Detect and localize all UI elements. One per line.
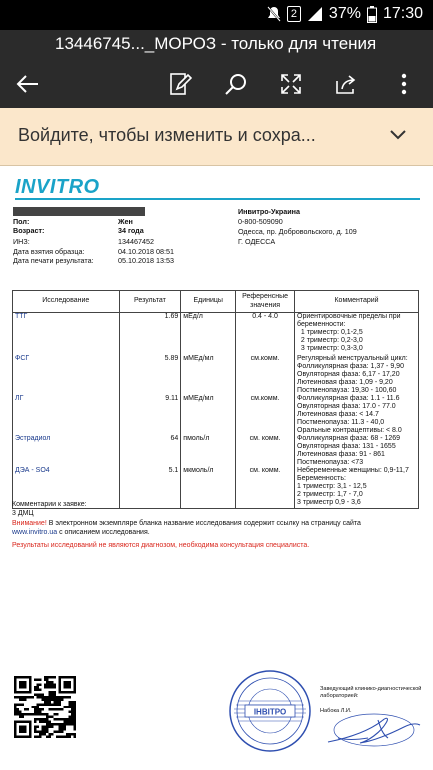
comment-value: Регулярный менструальный цикл: Фолликулярная фаза: 1,37 - 9,90 Овуляторная фаза: 6,17 - 17,20 Лютеиновая фаза: 1,09 - 9,20 Постменопауза: 19,30 - 100,60	[295, 355, 419, 395]
patient-name-redacted	[13, 207, 145, 216]
inz-label: ИНЗ:	[13, 237, 30, 246]
sex-value: Жен	[118, 217, 133, 226]
back-arrow-icon[interactable]	[12, 68, 44, 100]
order-comments	[12, 501, 87, 518]
chevron-down-icon[interactable]	[389, 128, 407, 146]
signal-icon	[307, 6, 323, 22]
header-units: Единицы	[181, 291, 236, 313]
warning-label: Внимание!	[12, 520, 47, 527]
reference-value: см.комм.	[236, 355, 295, 395]
table-row	[13, 313, 419, 355]
units-value: мкмоль/л	[181, 467, 236, 509]
table-row	[13, 435, 419, 467]
share-icon[interactable]	[330, 68, 362, 100]
test-link[interactable]: ЛГ	[13, 395, 120, 435]
test-link[interactable]: ДЭА - SO4	[13, 467, 120, 509]
warning-link-suffix: с описанием исследования.	[57, 528, 150, 536]
lab-phone: 0-800-509090	[238, 217, 283, 226]
header-result: Результат	[119, 291, 181, 313]
status-bar	[0, 0, 433, 30]
test-link[interactable]: ТТГ	[13, 313, 120, 355]
comments-value: 3 ДМЦ	[12, 509, 34, 517]
signature-position: Заведующий клинико-диагностической лабораторией:	[320, 686, 422, 699]
edit-pen-icon[interactable]	[164, 68, 196, 100]
invitro-logo: INVITRO	[15, 176, 100, 198]
age-label: Возраст:	[13, 226, 45, 235]
header-divider	[15, 198, 420, 200]
result-value: 9.11	[119, 395, 181, 435]
document-page	[0, 166, 433, 770]
sample-date-label: Дата взятия образца:	[13, 247, 85, 256]
sex-label: Пол:	[13, 217, 30, 226]
sample-date-value: 04.10.2018 08:51	[118, 247, 174, 256]
disclaimer: Результаты исследований не являются диагнозом, необходима консультация специалиста.	[12, 542, 310, 549]
result-value: 1.69	[119, 313, 181, 355]
units-value: мЕд/л	[181, 313, 236, 355]
warning-note	[12, 520, 422, 537]
handwritten-signature	[318, 708, 426, 752]
age-value: 34 года	[118, 226, 144, 235]
inz-value: 134467452	[118, 237, 154, 246]
mute-icon	[267, 6, 281, 22]
fullscreen-icon[interactable]	[275, 68, 307, 100]
results-table	[12, 290, 419, 509]
table-row	[13, 395, 419, 435]
search-icon[interactable]	[220, 68, 252, 100]
comment-value: Фолликулярная фаза: 68 - 1269 Овуляторная фаза: 131 - 1655 Лютеиновая фаза: 91 - 861 Постменопауза: <73	[295, 435, 419, 467]
reference-value: 0.4 - 4.0	[236, 313, 295, 355]
qr-code	[14, 676, 76, 738]
result-value: 5.89	[119, 355, 181, 395]
lab-name: Инвитро-Украина	[238, 207, 300, 216]
reference-value: см. комм.	[236, 467, 295, 509]
comment-value: Ориентировочные пределы при беременности: 1 триместр: 0,1-2,5 2 триместр: 0,2-3,0 3 триместр: 0,3-3,0	[295, 313, 419, 355]
sign-in-banner[interactable]	[0, 108, 433, 166]
lab-city: Г. ОДЕССА	[238, 237, 276, 246]
units-value: мМЕд/мл	[181, 355, 236, 395]
sim-badge: 2	[287, 6, 301, 22]
result-value: 64	[119, 435, 181, 467]
header-reference: Референсные значения	[236, 291, 295, 313]
reference-value: см. комм.	[236, 435, 295, 467]
invitro-website-link[interactable]: www.invitro.ua	[12, 528, 58, 536]
units-value: пмоль/л	[181, 435, 236, 467]
battery-icon	[367, 6, 377, 23]
clock: 17:30	[382, 5, 423, 22]
lab-stamp	[228, 669, 312, 753]
comment-value: Фолликулярная фаза: 1.1 - 11.6 Овуляторная фаза: 17.0 - 77.0 Лютеиновая фаза: < 14.7 Постменопауза: 11.3 - 40,0 Оральные контрацептивы: < 8.0	[295, 395, 419, 435]
print-date-label: Дата печати результата:	[13, 256, 94, 265]
table-header-row	[13, 291, 419, 313]
stamp-text: ІНВІТРО	[253, 707, 287, 717]
comment-value: Небеременные женщины: 0,9-11,7 Беременность: 1 триместр: 3,1 - 12,5 2 триместр: 1,7 - 7,0 3 триместр 0,9 - 3,6	[295, 467, 419, 509]
units-value: мМЕд/мл	[181, 395, 236, 435]
banner-text: Войдите, чтобы изменить и сохра...	[18, 125, 316, 145]
lab-address: Одесса, пр. Добровольского, д. 109	[238, 227, 357, 236]
signature-name: Набока Л.И.	[320, 708, 352, 714]
header-comment: Комментарий	[295, 291, 419, 313]
battery-level: 37%	[328, 5, 361, 22]
test-link[interactable]: ФСГ	[13, 355, 120, 395]
comments-label: Комментарии к заявке:	[12, 501, 87, 508]
result-value: 5.1	[119, 467, 181, 509]
header-test: Исследование	[13, 291, 120, 313]
more-icon[interactable]	[388, 68, 420, 100]
print-date-value: 05.10.2018 13:53	[118, 256, 174, 265]
reference-value: см.комм.	[236, 395, 295, 435]
toolbar	[0, 60, 433, 108]
document-title: 13446745..._МОРОЗ - только для чтения	[0, 30, 433, 60]
warning-text: В электронном экземпляре бланка название исследования содержит ссылку на страницу сайта	[46, 520, 361, 527]
table-row	[13, 355, 419, 395]
test-link[interactable]: Эстрадиол	[13, 435, 120, 467]
